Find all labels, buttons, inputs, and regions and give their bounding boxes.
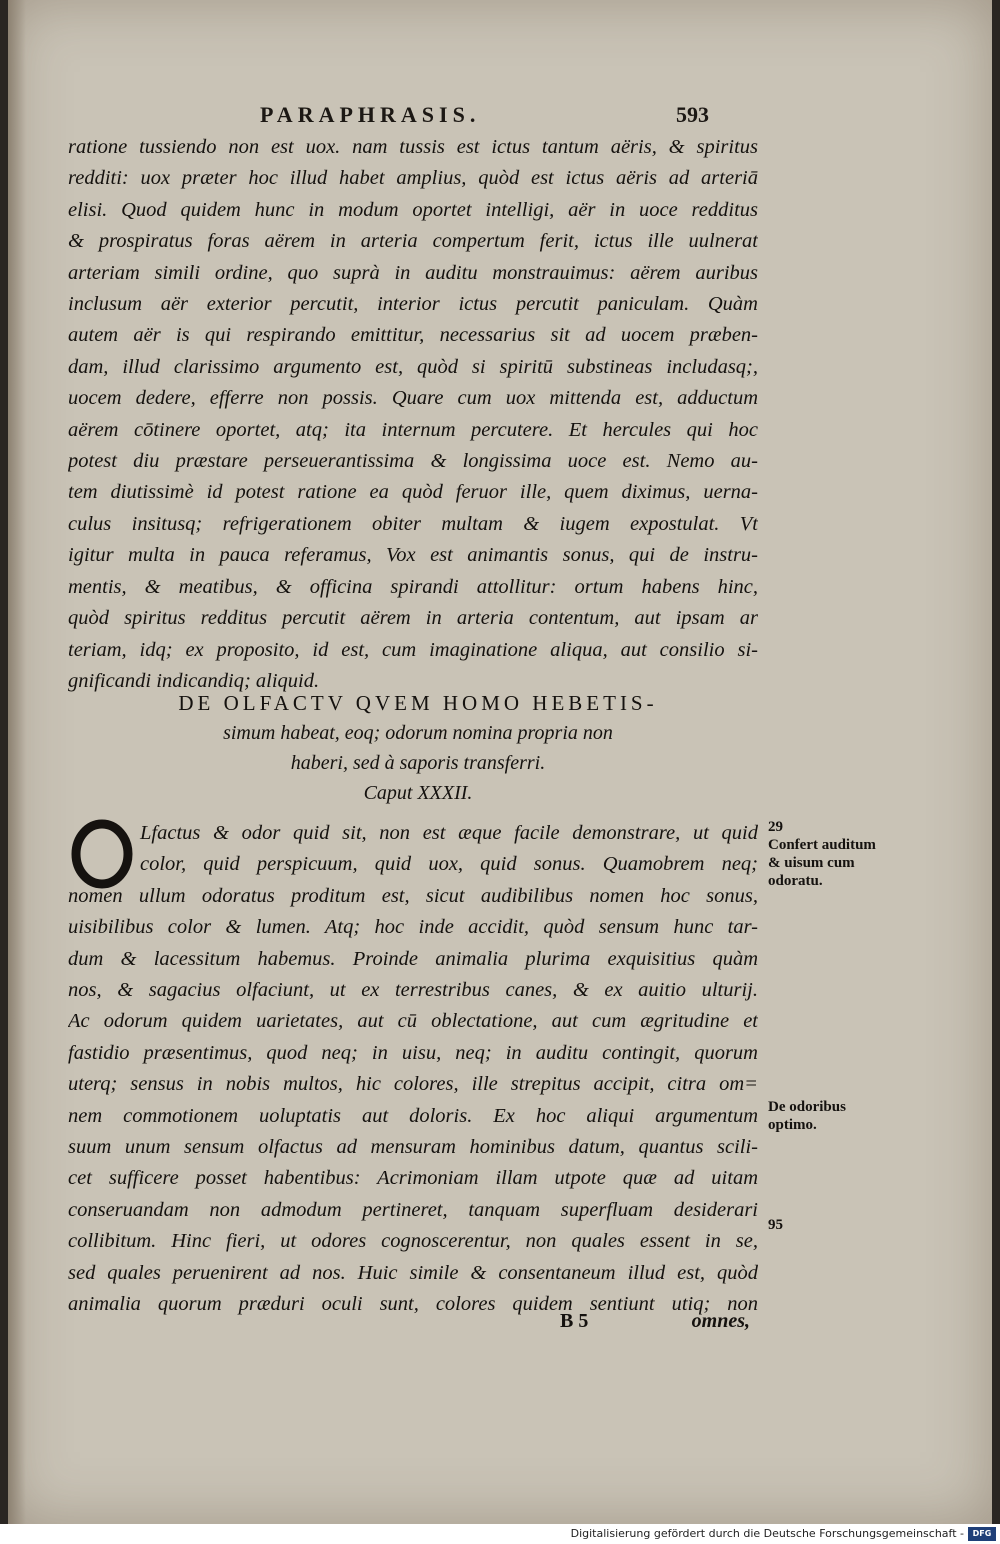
book-page [8,0,992,1524]
text-line: conseruandam non admodum pertineret, tanquam superfluam desiderari [68,1198,758,1221]
text-line: Lfactus & odor quid sit, non est æque facile demonstrare, ut quid [140,822,758,844]
text-line: autem aër is qui respirando emittitur, necessarius sit ad uocem præben- [68,324,758,347]
running-head: PARAPHRASIS. [260,102,481,127]
margin-note-line: optimo. [768,1117,817,1133]
text-line: aërem cōtinere oportet, atq; ita internum percutere. Et hercules qui hoc [68,418,758,441]
text-line: color, quid perspicuum, quid uox, quid sonus. Quamobrem neq; [140,853,758,876]
catchword: omnes, [691,1310,750,1332]
dfg-logo-icon: DFG [968,1527,996,1541]
text-line: collibitum. Hinc fieri, ut odores cognoscerentur, non quales essent in se, [68,1230,758,1253]
text-line: uocem dedere, efferre non possis. Quare cum uox mittenda est, adductum [68,387,758,410]
text-line: & prospiratus foras aërem in arteria compertum ferit, ictus ille uulnerat [68,230,758,253]
text-line: ratione tussiendo non est uox. nam tussis est ictus tantum aëris, & spiritus [68,136,758,158]
text-line: potest diu præstare perseuerantissima & longissima uoce est. Nemo au- [68,450,758,473]
page-number: 593 [676,102,709,127]
text-line: elisi. Quod quidem hunc in modum oportet intelligi, aër in uoce redditus [68,198,758,221]
text-line: nem commotionem uoluptatis aut doloris. Ex hoc aliqui argumentum [68,1104,758,1127]
text-line: uterq; sensus in nobis multos, hic colores, ille strepitus accipit, citra om= [68,1073,758,1096]
margin-note-number-95: 95 [768,1217,783,1233]
text-line: nomen ullum odoratus proditum est, sicut audibilibus nomen hoc sonus, [68,884,758,907]
text-line: Ac odorum quidem uarietates, aut cū oblectatione, aut cum ægritudine et [68,1010,758,1033]
text-line: igitur multa in pauca referamus, Vox est animantis sonus, qui de instru- [68,544,758,567]
text-line: tem diutissimè id potest ratione ea quòd feruor ille, quem diximus, uerna- [68,481,758,504]
margin-note-odoribus [768,1098,968,1134]
text-line: quòd spiritus redditus percutit aërem in arteria contentum, aut ipsam ar [68,607,758,630]
body-text [68,132,758,697]
margin-note-line: & uisum cum [768,855,855,871]
chapter-text [68,818,758,1321]
margin-note-number: 29 [768,819,783,835]
text-line: fastidio præsentimus, quod neq; in uisu, neq; in auditu contingit, quorum [68,1041,758,1064]
margin-note-auditum [768,818,968,890]
text-line: nos, & sagacius olfaciunt, ut ex terrestribus canes, & ex auitio ulturij. [68,979,758,1002]
text-line: dum & lacessitum habemus. Proinde animalia plurima exquisitius quàm [68,947,758,970]
page-footer-line [68,1310,758,1340]
margin-note-line: odoratu. [768,873,823,889]
chapter-subtitle-line: haberi, sed à saporis transferri. [290,752,546,774]
chapter-subtitle-line: simum habeat, eoq; odorum nomina propria non [223,722,613,744]
chapter-title: DE OLFACTV QVEM HOMO HEBETIS- [178,691,658,715]
digitization-footer [0,1524,1000,1544]
chapter-heading [78,688,758,808]
text-line: redditi: uox præter hoc illud habet amplius, quòd est ictus aëris ad arteriā [68,167,758,190]
text-line: culus insitusq; refrigerationem obiter multam & iugem expostulat. Vt [68,512,758,535]
text-line: teriam, idq; ex proposito, id est, cum imaginatione aliqua, aut consilio si- [68,638,758,661]
margin-note-line: Confert auditum [768,837,876,853]
margin-note-line: De odoribus [768,1099,846,1115]
text-line: mentis, & meatibus, & officina spirandi attollitur: ortum habens hinc, [68,575,758,598]
text-line: uisibilibus color & lumen. Atq; hoc inde accidit, quòd sensum hunc tar- [68,916,758,939]
text-line: sed quales peruenirent ad nos. Huic simile & consentaneum illud est, quòd [68,1261,758,1284]
text-line: animalia quorum præduri oculi sunt, colores quidem sentiunt utiq; non [68,1293,758,1316]
chapter-number: Caput XXXII. [363,782,473,804]
text-line: suum unum sensum olfactus ad mensuram hominibus datum, quantus scili- [68,1136,758,1159]
funding-credit: Digitalisierung gefördert durch die Deutsche Forschungsgemeinschaft - [570,1527,964,1540]
text-line: cet sufficere posset habentibus: Acrimoniam illam utpote quæ ad uitam [68,1167,758,1190]
signature-mark: B 5 [560,1310,589,1332]
text-line: arteriam simili ordine, quo suprà in auditu monstrauimus: aërem auribus [68,261,758,284]
text-line: inclusum aër exterior percutit, interior ictus percutit paniculam. Quàm [68,293,758,316]
text-line: dam, illud clarissimo argumento est, quòd si spiritū substineas includasq;, [68,355,758,378]
text-line: gnificandi indicandiq; aliquid. [68,669,320,692]
